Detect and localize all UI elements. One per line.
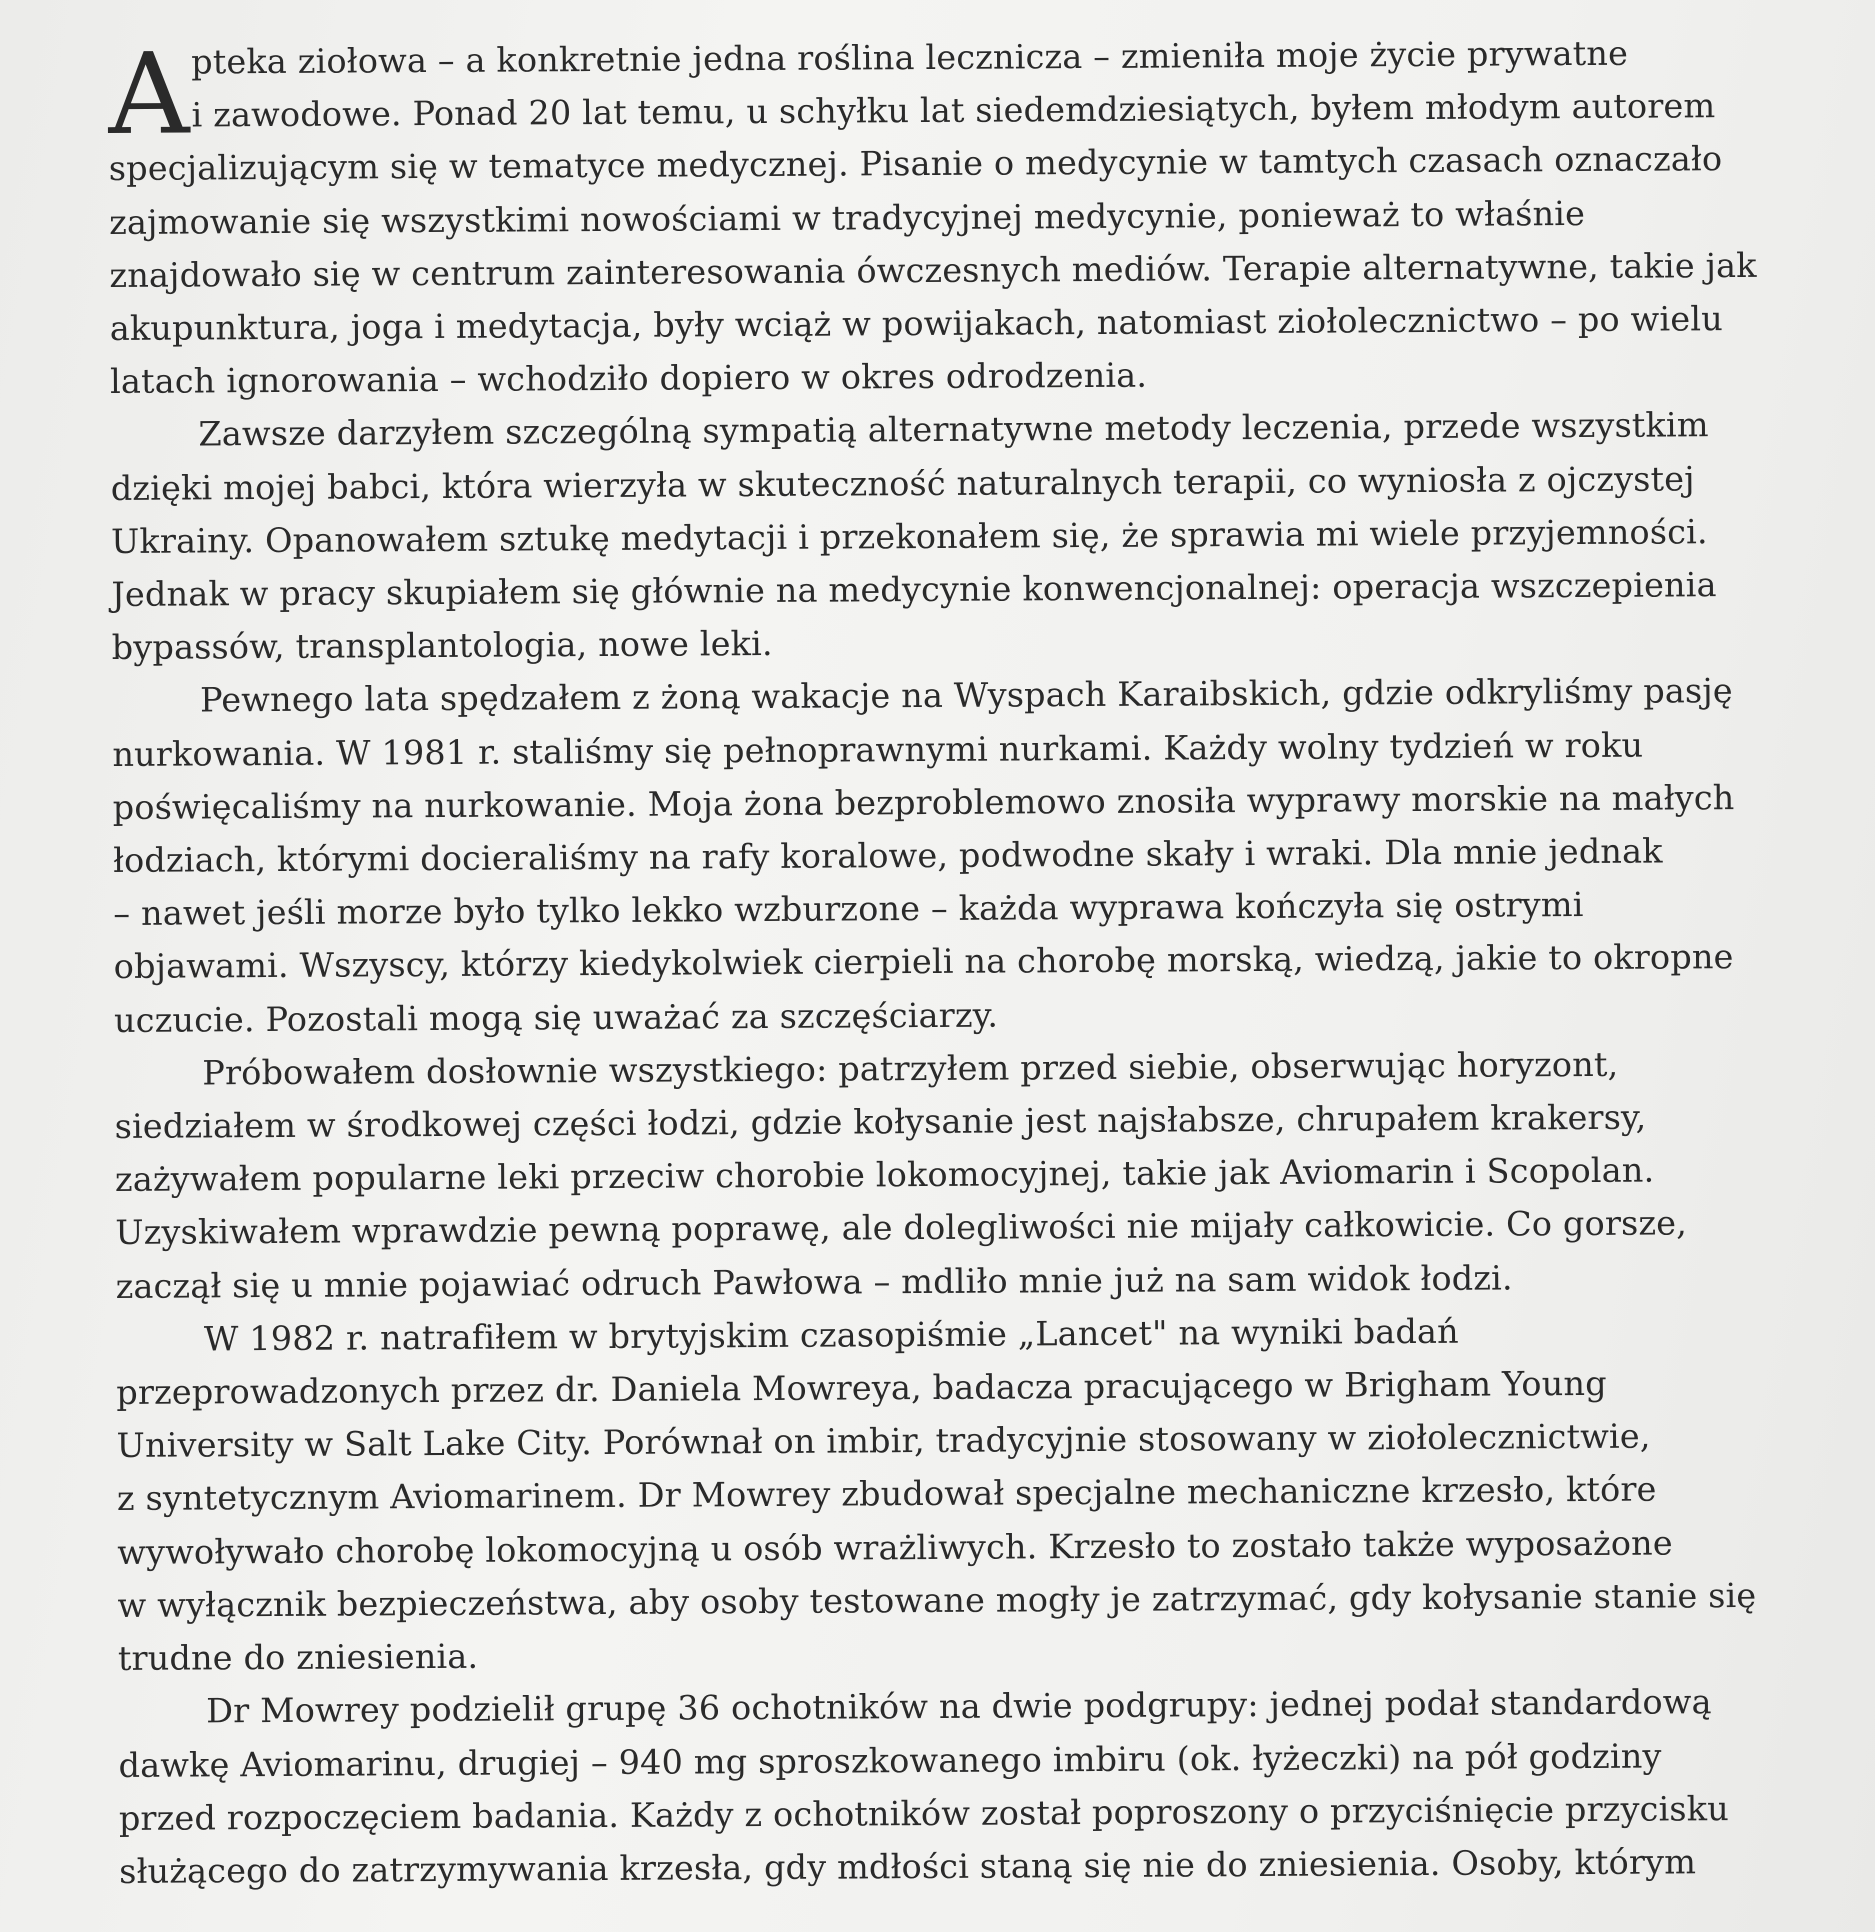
paragraph-2 bbox=[110, 398, 1817, 674]
text-line: zajmowanie się wszystkimi nowościami w tradycyjnej medycynie, ponieważ to właśnie bbox=[109, 193, 1586, 242]
text-line: Zawsze darzyłem szczególną sympatią alternatywne metody leczenia, przede wszystkim bbox=[198, 405, 1709, 454]
text-line: zażywałem popularne leki przeciw chorobie lokomocyjnej, takie jak Aviomarin i Scopolan. bbox=[114, 1150, 1655, 1200]
text-line: – nawet jeśli morze było tylko lekko wzburzone – każda wyprawa kończyła się ostrymi bbox=[113, 885, 1584, 934]
text-line: uczucie. Pozostali mogą się uważać za szczęściarzy. bbox=[113, 995, 999, 1040]
text-line: przed rozpoczęciem badania. Każdy z ochotników został poproszony o przyciśnięcie przycisku bbox=[118, 1788, 1730, 1838]
text-line: zaczął się u mnie pojawiać odruch Pawłowa – mdliło mnie już na sam widok łodzi. bbox=[115, 1258, 1513, 1306]
text-line: latach ignorowania – wchodziło dopiero w okres odrodzenia. bbox=[109, 355, 1148, 402]
text-line: Uzyskiwałem wprawdzie pewną poprawę, ale dolegliwości nie mijały całkowicie. Co gorsze, bbox=[115, 1203, 1688, 1253]
text-line: trudne do zniesienia. bbox=[117, 1636, 479, 1679]
text-line: znajdowało się w centrum zainteresowania ówczesnych mediów. Terapie alternatywne, takie jak bbox=[109, 245, 1757, 295]
text-line: dzięki mojej babci, która wierzyła w skuteczność naturalnych terapii, co wyniosła z ojczystej bbox=[110, 458, 1695, 508]
text-line: wywoływało chorobę lokomocyjną u osób wrażliwych. Krzesło to zostało także wyposażone bbox=[117, 1523, 1673, 1572]
text-line: nurkowania. W 1981 r. staliśmy się pełnoprawnymi nurkami. Każdy wolny tydzień w roku bbox=[112, 725, 1644, 774]
text-line: siedziałem w środkowej części łodzi, gdzie kołysanie jest najsłabsze, chrupałem krakersy, bbox=[114, 1097, 1647, 1147]
text-line: poświęcaliśmy na nurkowanie. Moja żona bezproblemowo znosiła wyprawy morskie na małych bbox=[112, 777, 1735, 827]
paragraph-4 bbox=[114, 1036, 1821, 1312]
text-line: z syntetycznym Aviomarinem. Dr Mowrey zbudował specjalne mechaniczne krzesło, które bbox=[116, 1470, 1657, 1519]
text-line: bypassów, transplantologia, nowe leki. bbox=[111, 624, 773, 668]
text-line: objawami. Wszyscy, którzy kiedykolwiek cierpieli na chorobę morską, wiedzą, jakie to okropne bbox=[113, 937, 1734, 987]
text-line: Jednak w pracy skupiałem się głównie na medycynie konwencjonalnej: operacja wszczepienia bbox=[111, 565, 1717, 615]
text-line: łodziach, którymi docieraliśmy na rafy koralowe, podwodne skały i wraki. Dla mnie jednak bbox=[112, 831, 1663, 881]
text-line: Pewnego lata spędzałem z żoną wakacje na Wyspach Karaibskich, gdzie odkryliśmy pasję bbox=[199, 671, 1733, 720]
text-line: Próbowałem dosłownie wszystkiego: patrzyłem przed siebie, obserwując horyzont, bbox=[202, 1044, 1619, 1093]
text-line: specjalizującym się w tematyce medycznej. Pisanie o medycynie w tamtych czasach oznaczało bbox=[108, 139, 1723, 189]
text-line: dawkę Aviomarinu, drugiej – 940 mg sproszkowanego imbiru (ok. łyżeczki) na pół godziny bbox=[118, 1736, 1662, 1785]
text-line: służącego do zatrzymywania krzesła, gdy mdłości staną się nie do zniesienia. Osoby, którym bbox=[119, 1842, 1697, 1891]
text-line: i zawodowe. Ponad 20 lat temu, u schyłku lat siedemdziesiątych, byłem młodym autorem bbox=[191, 86, 1716, 135]
text-line: akupunktura, joga i medytacja, były wciąż w powijakach, natomiast ziołolecznictwo – po wielu bbox=[109, 299, 1723, 349]
paragraph-1 bbox=[108, 26, 1815, 409]
text-line: Dr Mowrey podzielił grupę 36 ochotników na dwie podgrupy: jednej podał standardową bbox=[206, 1682, 1712, 1731]
body-text bbox=[108, 26, 1824, 1898]
text-line: pteka ziołowa – a konkretnie jedna roślina lecznicza – zmieniła moje życie prywatne bbox=[191, 33, 1629, 82]
text-line: przeprowadzonych przez dr. Daniela Mowreya, badacza pracującego w Brigham Young bbox=[116, 1363, 1607, 1413]
text-line: University w Salt Lake City. Porównał on imbir, tradycyjnie stosowany w ziołolecznictwie, bbox=[116, 1416, 1651, 1466]
text-line: W 1982 r. natrafiłem w brytyjskim czasopiśmie „Lancet" na wyniki badań bbox=[203, 1311, 1459, 1359]
paragraph-6 bbox=[118, 1675, 1824, 1898]
drop-cap-letter: A bbox=[107, 29, 190, 160]
paragraph-5 bbox=[116, 1302, 1823, 1685]
text-line: w wyłącznik bezpieczeństwa, aby osoby testowane mogły je zatrzymać, gdy kołysanie stanie się bbox=[117, 1575, 1757, 1625]
text-line: Ukrainy. Opanowałem sztukę medytacji i przekonałem się, że sprawia mi wiele przyjemności. bbox=[110, 512, 1708, 561]
paragraph-3 bbox=[112, 664, 1819, 1047]
